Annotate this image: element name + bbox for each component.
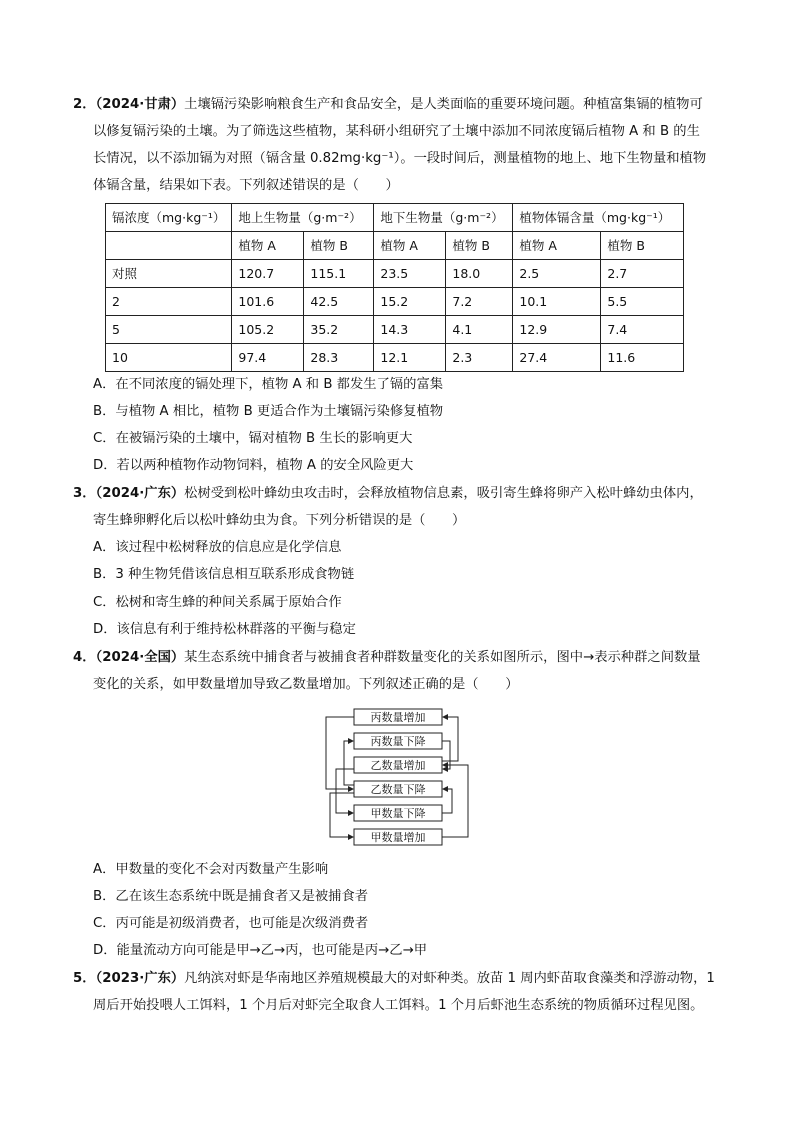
q3-text-2: 寄生蜂卵孵化后以松叶蜂幼虫为食。下列分析错误的是（ ）	[93, 513, 466, 528]
q3-source: （2024·广东）	[95, 486, 185, 501]
q2-option-d[interactable]: D．若以两种植物作动物饲料，植物 A 的安全风险更大	[93, 458, 414, 473]
table-cell: 2.5	[513, 260, 601, 288]
table-cell: 12.1	[374, 344, 446, 372]
table-cell: 120.7	[232, 260, 304, 288]
table-cell: 12.9	[513, 316, 601, 344]
diagram-box-2	[354, 733, 442, 749]
q4-text-2: 变化的关系，如甲数量增加导致乙数量增加。下列叙述正确的是（ ）	[93, 677, 519, 692]
table-cell: 2	[106, 288, 232, 316]
q3-text-1: 松树受到松叶蜂幼虫攻击时，会释放植物信息素，吸引寄生蜂将卵产入松叶蜂幼虫体内，	[184, 486, 703, 501]
table-row	[106, 288, 684, 316]
table-cell: 97.4	[232, 344, 304, 372]
diagram-box-1	[354, 709, 442, 725]
table-cell: 28.3	[304, 344, 374, 372]
diagram-box-4	[354, 781, 442, 797]
q2-text-3: 长情况，以不添加镉为对照（镉含量 0.82mg·kg⁻¹）。一段时间后，测量植物的地上、地下生物量和植物	[93, 151, 707, 166]
table-cell: 101.6	[232, 288, 304, 316]
table-cell: 11.6	[601, 344, 684, 372]
diagram-label: 乙数量下降	[370, 783, 426, 796]
table-subheader-cell: 植物 A	[374, 232, 446, 260]
table-subheader-cell: 植物 A	[513, 232, 601, 260]
table-header-row	[106, 204, 684, 232]
q2-option-a[interactable]: A．在不同浓度的镉处理下，植物 A 和 B 都发生了镉的富集	[93, 377, 444, 392]
q5-number: 5．	[73, 971, 96, 986]
table-cell: 18.0	[446, 260, 513, 288]
diagram-box-6	[354, 829, 442, 845]
table-cell: 7.2	[446, 288, 513, 316]
table-header-cell: 地上生物量（g·m⁻²）	[232, 204, 374, 232]
table-subheader-cell: 植物 B	[601, 232, 684, 260]
q5-text-2: 周后开始投喂人工饵料，1 个月后对虾完全取食人工饵料。1 个月后虾池生态系统的物质循环过程见图。	[93, 998, 704, 1013]
q2-text-1: 土壤镉污染影响粮食生产和食品安全，是人类面临的重要环境问题。种植富集镉的植物可	[184, 97, 703, 112]
table-cell: 10	[106, 344, 232, 372]
q5-source: （2023·广东）	[95, 971, 185, 986]
q2-number: 2．	[73, 97, 96, 112]
q2-option-b[interactable]: B．与植物 A 相比，植物 B 更适合作为土壤镉污染修复植物	[93, 404, 444, 419]
table-subheader-cell: 植物 B	[446, 232, 513, 260]
q5-line-1	[73, 969, 715, 989]
table-cell: 23.5	[374, 260, 446, 288]
diagram-label: 甲数量下降	[370, 807, 426, 820]
table-cell: 42.5	[304, 288, 374, 316]
table-cell: 115.1	[304, 260, 374, 288]
diagram-label: 丙数量下降	[370, 735, 426, 748]
q2-data-table	[105, 203, 684, 372]
q3-option-d[interactable]: D．该信息有利于维持松林群落的平衡与稳定	[93, 622, 356, 637]
table-empty-cell	[106, 232, 232, 260]
q3-number: 3．	[73, 486, 96, 501]
q2-line-1	[73, 95, 703, 115]
q4-option-b[interactable]: B．乙在该生态系统中既是捕食者又是被捕食者	[93, 889, 369, 904]
table-cell: 35.2	[304, 316, 374, 344]
q2-option-c[interactable]: C．在被镉污染的土壤中，镉对植物 B 生长的影响更大	[93, 431, 413, 446]
diagram-label: 甲数量增加	[370, 831, 426, 844]
table-cell: 4.1	[446, 316, 513, 344]
q2-text-4: 体镉含量，结果如下表。下列叙述错误的是（ ）	[93, 178, 399, 193]
diagram-label: 丙数量增加	[370, 711, 426, 724]
table-header-cell: 地下生物量（g·m⁻²）	[374, 204, 513, 232]
q4-number: 4．	[73, 650, 96, 665]
q3-option-b[interactable]: B．3 种生物凭借该信息相互联系形成食物链	[93, 567, 355, 582]
table-cell: 2.3	[446, 344, 513, 372]
q5-text-1: 凡纳滨对虾是华南地区养殖规模最大的对虾种类。放苗 1 周内虾苗取食藻类和浮游动物，1	[184, 971, 715, 986]
table-cell: 5	[106, 316, 232, 344]
q4-option-d[interactable]: D．能量流动方向可能是甲→乙→丙，也可能是丙→乙→甲	[93, 943, 428, 958]
q3-option-a[interactable]: A．该过程中松树释放的信息应是化学信息	[93, 540, 342, 555]
q4-text-1: 某生态系统中捕食者与被捕食者种群数量变化的关系如图所示，图中→表示种群之间数量	[184, 650, 701, 665]
diagram-box-5	[354, 805, 442, 821]
table-cell: 14.3	[374, 316, 446, 344]
table-cell: 对照	[106, 260, 232, 288]
table-cell: 7.4	[601, 316, 684, 344]
table-cell: 105.2	[232, 316, 304, 344]
table-cell: 10.1	[513, 288, 601, 316]
table-cell: 27.4	[513, 344, 601, 372]
q2-text-2: 以修复镉污染的土壤。为了筛选这些植物，某科研小组研究了土壤中添加不同浓度镉后植物 A 和 B 的生	[93, 124, 700, 139]
table-header-cell: 植物体镉含量（mg·kg⁻¹）	[513, 204, 684, 232]
table-cell: 15.2	[374, 288, 446, 316]
q3-line-1	[73, 484, 703, 504]
table-row	[106, 316, 684, 344]
table-cell: 5.5	[601, 288, 684, 316]
q2-source: （2024·甘肃）	[95, 97, 185, 112]
table-subheader-cell: 植物 A	[232, 232, 304, 260]
q4-source: （2024·全国）	[95, 650, 185, 665]
table-row	[106, 260, 684, 288]
diagram-label: 乙数量增加	[370, 759, 426, 772]
table-row	[106, 344, 684, 372]
table-header-cell: 镉浓度（mg·kg⁻¹）	[106, 204, 232, 232]
diagram-box-3	[354, 757, 442, 773]
population-flow-diagram	[322, 707, 470, 847]
q4-option-a[interactable]: A．甲数量的变化不会对丙数量产生影响	[93, 862, 329, 877]
table-subheader-row	[106, 232, 684, 260]
table-subheader-cell: 植物 B	[304, 232, 374, 260]
q3-option-c[interactable]: C．松树和寄生蜂的种间关系属于原始合作	[93, 595, 342, 610]
table-cell: 2.7	[601, 260, 684, 288]
q4-line-1	[73, 648, 701, 668]
q4-option-c[interactable]: C．丙可能是初级消费者，也可能是次级消费者	[93, 916, 369, 931]
